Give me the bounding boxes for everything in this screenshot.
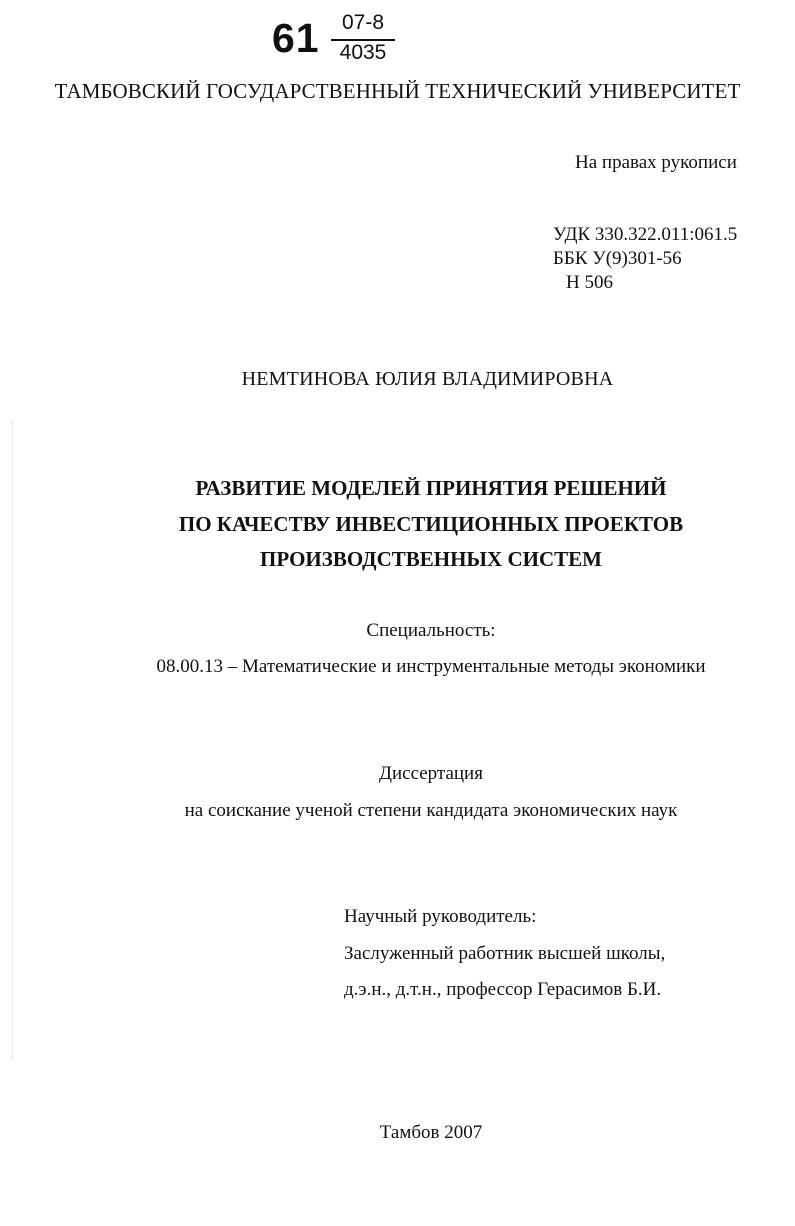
- supervisor-name: д.э.н., д.т.н., профессор Герасимов Б.И.: [344, 979, 662, 1000]
- specialty-value: 08.00.13 – Математические и инструментальные методы экономики: [156, 656, 706, 677]
- stamp-numerator: 07-8: [341, 11, 385, 34]
- university-name: ТАМБОВСКИЙ ГОСУДАРСТВЕННЫЙ ТЕХНИЧЕСКИЙ УНИВЕРСИТЕТ: [54, 79, 741, 103]
- manuscript-note: На правах рукописи: [575, 152, 737, 173]
- bbk-code: ББК У(9)301-56: [553, 248, 682, 269]
- stamp-main-number: 61: [272, 15, 320, 61]
- supervisor-label: Научный руководитель:: [344, 906, 537, 927]
- title-line: РАЗВИТИЕ МОДЕЛЕЙ ПРИНЯТИЯ РЕШЕНИЙ: [195, 476, 667, 500]
- dissertation-label: Диссертация: [379, 763, 483, 784]
- place-year: Тамбов 2007: [379, 1122, 483, 1143]
- stamp-denominator: 4035: [339, 41, 387, 64]
- specialty-label: Специальность:: [366, 620, 496, 641]
- title-line: ПО КАЧЕСТВУ ИНВЕСТИЦИОННЫХ ПРОЕКТОВ: [178, 512, 684, 536]
- author-code: Н 506: [566, 272, 613, 293]
- dissertation-purpose: на соискание ученой степени кандидата экономических наук: [184, 800, 678, 821]
- title-line: ПРОИЗВОДСТВЕННЫХ СИСТЕМ: [260, 547, 602, 571]
- author-name: НЕМТИНОВА ЮЛИЯ ВЛАДИМИРОВНА: [241, 368, 614, 390]
- supervisor-title: Заслуженный работник высшей школы,: [344, 943, 666, 964]
- udk-code: УДК 330.322.011:061.5: [553, 224, 738, 245]
